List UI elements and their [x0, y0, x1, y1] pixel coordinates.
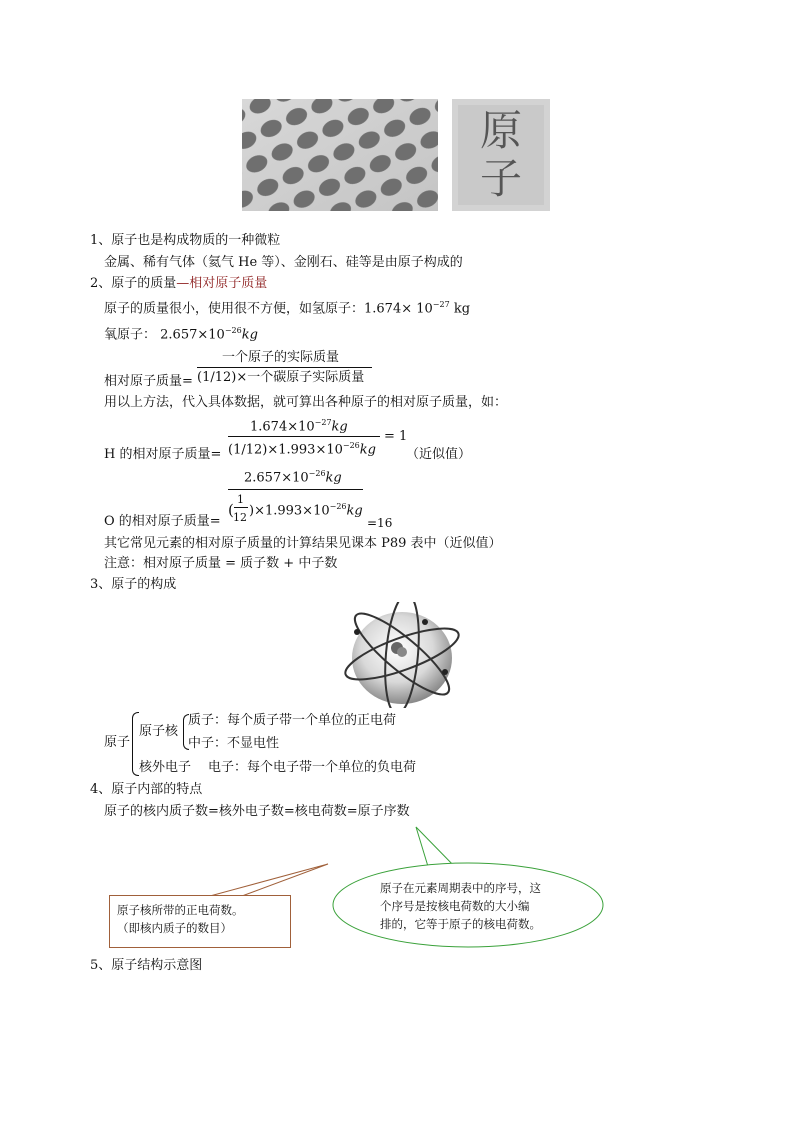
- callout-right-line-1: 原子在元素周期表中的序号，这: [380, 881, 541, 895]
- hydrogen-approx-note: （近似值）: [406, 447, 472, 462]
- hydrogen-fraction-denominator: $(1/12)\times 1.993\times 10^{-26}kg$: [228, 441, 376, 458]
- oxygen-den-open: (: [228, 501, 234, 519]
- section-4-heading: 4、原子内部的特点: [90, 782, 203, 797]
- relative-mass-def-denominator: (1/12)×一个碳原子实际质量: [197, 370, 365, 385]
- tree-electron-group: 核外电子: [139, 760, 192, 775]
- oxygen-relative-label: O 的相对原子质量=: [104, 514, 221, 529]
- hydrogen-result: = 1: [384, 429, 408, 444]
- tree-neutron: 中子：不显电性: [188, 736, 280, 751]
- tree-root-atom: 原子: [104, 735, 131, 750]
- method-line: 用以上方法，代入具体数据，就可算出各种原子的相对原子质量，如：: [104, 395, 508, 410]
- hydrogen-fraction-numerator: $1.674\times 10^{-27}kg$: [250, 418, 348, 435]
- relative-mass-def-numerator: 一个原子的实际质量: [222, 350, 340, 365]
- callout-left-line-1: 原子核所带的正电荷数。: [117, 903, 244, 917]
- calligraphy-glyph: 原子: [479, 106, 522, 203]
- hydrogen-relative-label: H 的相对原子质量=: [104, 447, 222, 462]
- tree-proton: 质子：每个质子带一个单位的正电荷: [188, 713, 397, 728]
- callout-right-line-2: 个序号是按核电荷数的大小编: [380, 899, 530, 913]
- oxygen-den-one: 1: [237, 493, 244, 506]
- oxygen-mass-line: 氧原子： $2.657\times 10^{-26}kg$: [104, 326, 258, 343]
- oxygen-den-twelve: 12: [233, 511, 247, 524]
- section-5-heading: 5、原子结构示意图: [90, 958, 203, 973]
- section-1-line: 金属、稀有气体（氦气 He 等）、金刚石、硅等是由原子构成的: [104, 255, 463, 270]
- oxygen-result: =16: [367, 516, 393, 530]
- callout-left-line-2: （即核内质子的数目）: [117, 921, 232, 935]
- relative-mass-def-label: 相对原子质量=: [104, 374, 193, 389]
- other-elements-line: 其它常见元素的相对原子质量的计算结果见课本 P89 表中（近似值）: [104, 536, 502, 551]
- hydrogen-mass-exponent: −27: [432, 300, 450, 309]
- atomic-number-equation: 原子的核内质子数=核外电子数=核电荷数=原子序数: [104, 804, 410, 819]
- tree-electron: 电子：每个电子带一个单位的负电荷: [208, 760, 417, 775]
- hydrogen-mass-line: 原子的质量很小，使用很不方便，如氢原子：$1.674\times 10^{-27}$ kg: [104, 300, 471, 317]
- tree-nucleus: 原子核: [139, 724, 179, 739]
- section-2-heading-sub: —相对原子质量: [176, 276, 268, 291]
- oxygen-den-rest: )$\times 1.993\times 10^{-26}kg$: [249, 502, 363, 519]
- callout-right-line-3: 排的，它等于原子的核电荷数。: [380, 917, 541, 931]
- note-line: 注意：相对原子质量 = 质子数 + 中子数: [104, 556, 338, 571]
- section-1-heading: 1、原子也是构成物质的一种微粒: [90, 233, 281, 248]
- oxygen-fraction-numerator: $2.657\times 10^{-26}kg$: [244, 469, 342, 486]
- section-3-heading: 3、原子的构成: [90, 577, 177, 592]
- section-2-heading-main: 2、原子的质量: [90, 276, 177, 291]
